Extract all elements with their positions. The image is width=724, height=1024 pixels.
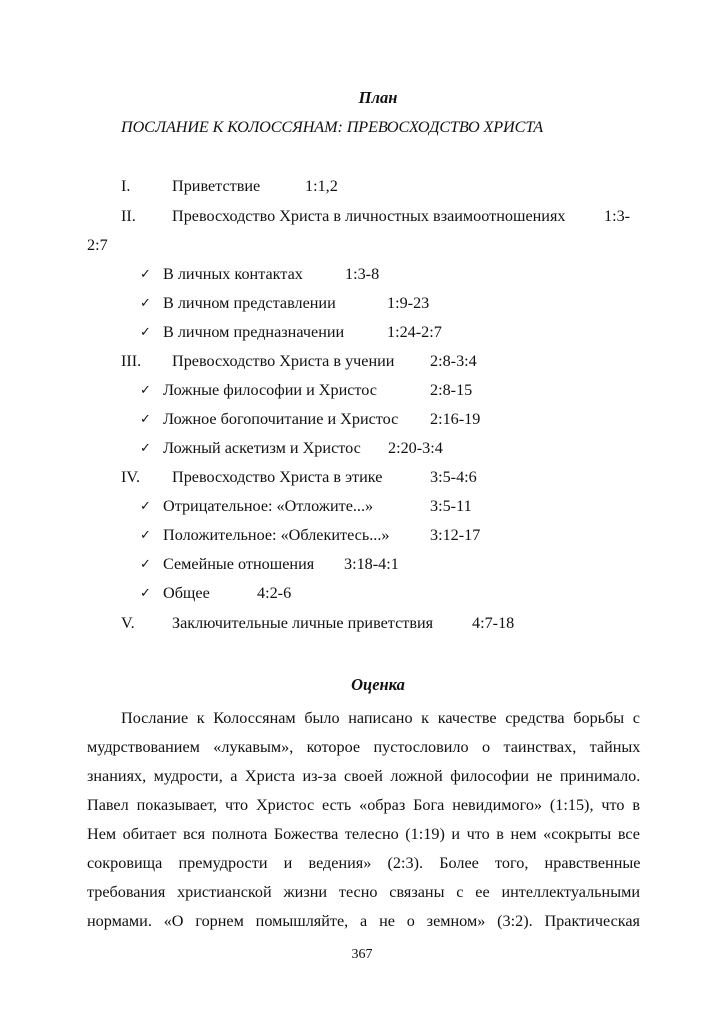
subitem-text: Ложное богопочитание и Христос [163,410,399,428]
subitem-reference: 1:24-2:7 [387,323,442,341]
section-title: Превосходство Христа в личностных взаимоотношениях [172,207,566,225]
evaluation-paragraph [87,704,640,936]
section-numeral: II. [121,207,136,225]
section-title: Превосходство Христа в учении [172,352,395,370]
section-numeral: I. [121,177,131,195]
subitem-reference: 3:12-17 [430,526,481,544]
check-mark-icon: ✓ [140,528,151,543]
paragraph-line: мудрствованием «лукавым», которое пустословило о таинствах, тайных [87,738,641,756]
subitem-reference: 2:8-15 [430,381,473,399]
page-number: 367 [351,947,373,962]
section-reference: 1:3- [604,207,631,225]
subitem-reference: 1:3-8 [345,265,380,283]
section-reference: 4:7-18 [472,614,515,632]
check-mark-icon: ✓ [140,441,151,456]
evaluation-heading: Оценка [351,675,405,694]
subitem-text: Общее [163,584,210,602]
section-reference: 1:1,2 [305,177,338,195]
check-mark-icon: ✓ [140,499,151,514]
section-numeral: V. [121,614,135,632]
check-mark-icon: ✓ [140,325,151,340]
plan-subtitle: ПОСЛАНИЕ К КОЛОССЯНАМ: ПРЕВОСХОДСТВО ХРИСТА [121,118,544,136]
subitem-text: В личном представлении [163,294,336,312]
check-mark-icon: ✓ [140,557,151,572]
subitem-text: Семейные отношения [163,555,315,573]
subitem-reference: 3:18-4:1 [344,555,399,573]
subitem-reference: 1:9-23 [387,294,430,312]
subitem-text: Отрицательное: «Отложите...» [163,497,374,515]
subitem-text: В личных контактах [163,265,303,283]
section-numeral: III. [121,352,142,370]
section-reference: 2:8-3:4 [430,352,477,370]
section-reference: 3:5-4:6 [430,468,477,486]
check-mark-icon: ✓ [140,586,151,601]
plan-heading: План [358,88,398,107]
section-reference-continued: 2:7 [87,236,108,254]
paragraph-line: нормами. «О горнем помышляйте, а не о земном» (3:2). Практическая [87,912,640,930]
paragraph-line: требования христианской жизни тесно связаны с ее интеллектуальными [87,883,640,901]
subitem-reference: 3:5-11 [430,497,472,515]
check-mark-icon: ✓ [140,383,151,398]
paragraph-line: Павел показывает, что Христос есть «образ Бога невидимого» (1:15), что в [87,796,640,814]
subitem-text: В личном предназначении [163,323,345,341]
check-mark-icon: ✓ [140,296,151,311]
paragraph-line: знаниях, мудрости, а Христа из-за своей ложной философии не принимало. [87,767,641,785]
check-mark-icon: ✓ [140,412,151,427]
paragraph-line: Нем обитает вся полнота Божества телесно (1:19) и что в нем «сокрыты все [87,825,640,843]
section-title: Приветствие [172,177,261,195]
subitem-reference: 2:16-19 [430,410,481,428]
section-numeral: IV. [121,468,141,486]
section-title: Заключительные личные приветствия [172,614,434,632]
check-mark-icon: ✓ [140,267,151,282]
subitem-reference: 4:2-6 [257,584,292,602]
paragraph-line: сокровища премудрости и ведения» (2:3). Более того, нравственные [87,854,641,872]
paragraph-line: Послание к Колоссянам было написано к качестве средства борьбы с [121,709,640,727]
subitem-reference: 2:20-3:4 [388,439,443,457]
section-title: Превосходство Христа в этике [172,468,383,486]
subitem-text: Ложный аскетизм и Христос [163,439,361,457]
subitem-text: Ложные философии и Христос [163,381,377,399]
subitem-text: Положительное: «Облекитесь...» [163,526,390,544]
